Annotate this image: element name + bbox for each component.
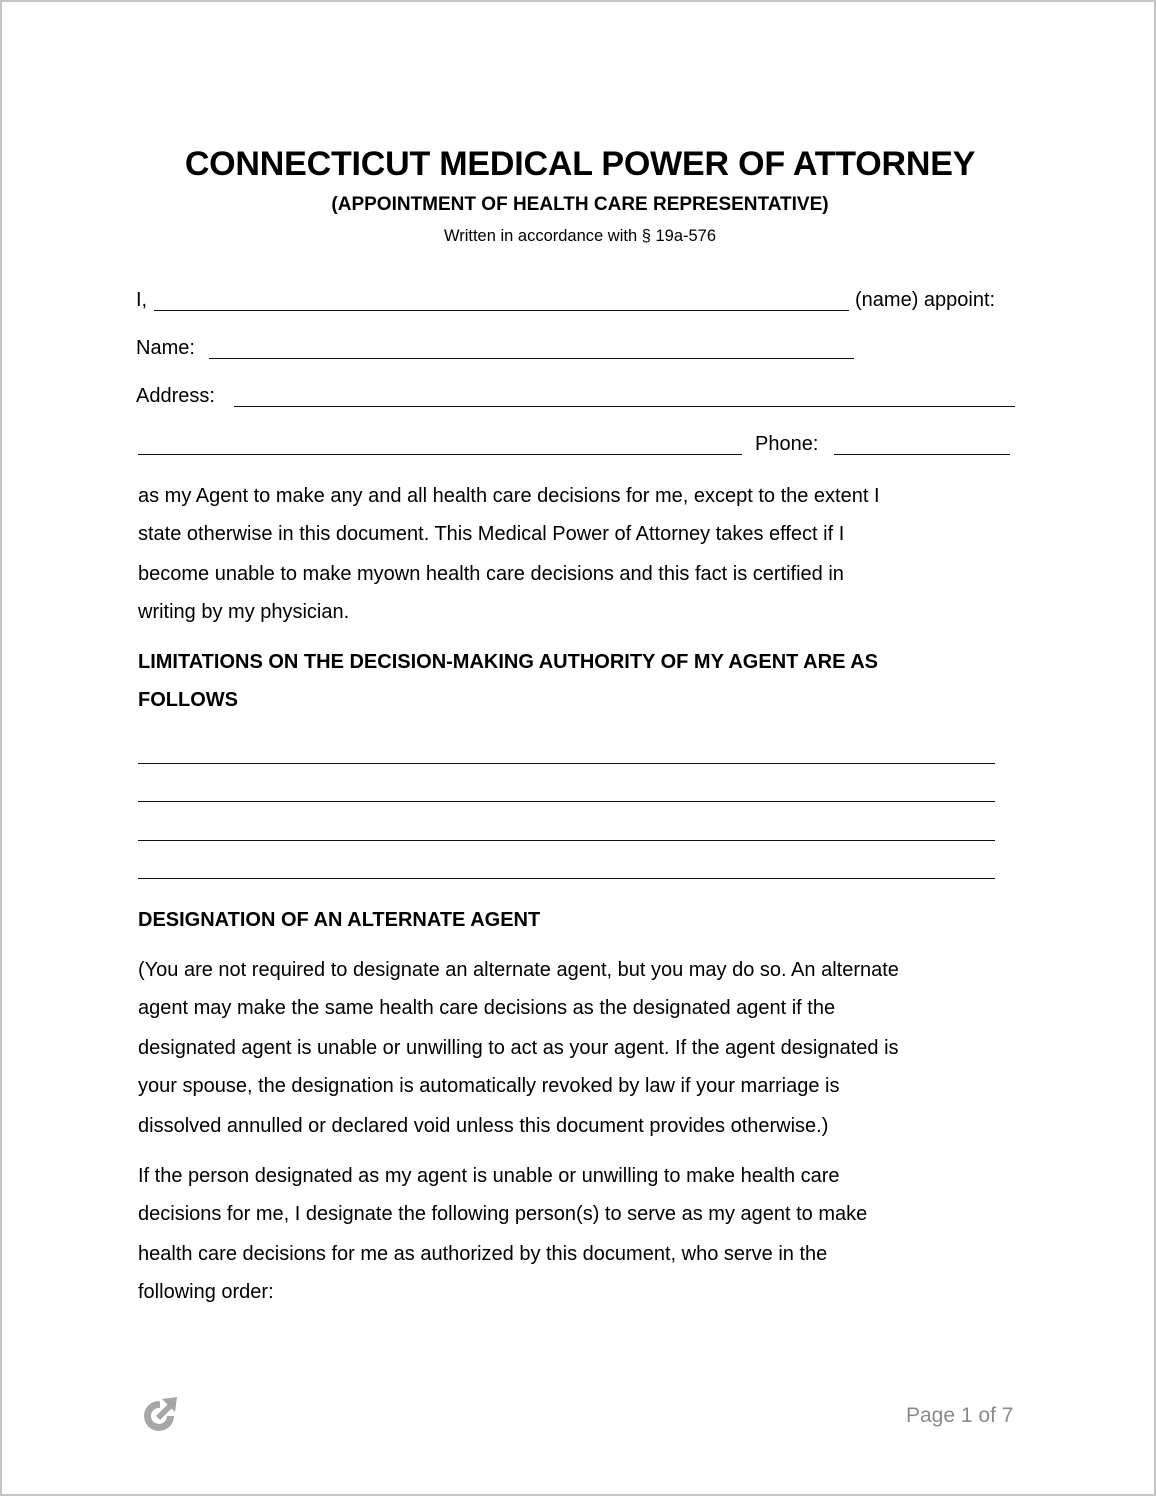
- designation-line: health care decisions for me as authorized by this document, who serve in the: [138, 1243, 828, 1265]
- principal-name-field[interactable]: [154, 289, 849, 311]
- agent-phone-label: Phone:: [755, 433, 819, 455]
- intro-line: as my Agent to make any and all health care decisions for me, except to the extent I: [138, 485, 880, 507]
- limitations-line-1[interactable]: [138, 742, 995, 764]
- limitations-line-3[interactable]: [138, 819, 995, 841]
- share-arrow-icon: [139, 1395, 179, 1435]
- intro-line: become unable to make myown health care decisions and this fact is certified in: [138, 563, 844, 585]
- page-number: Page 1 of 7: [906, 1404, 1014, 1427]
- agent-name-field[interactable]: [209, 337, 854, 359]
- agent-address-line2-field[interactable]: [138, 433, 742, 455]
- intro-line: writing by my physician.: [138, 601, 350, 623]
- note-line: dissolved annulled or declared void unless this document provides otherwise.): [138, 1115, 829, 1137]
- principal-prefix: I,: [136, 289, 148, 311]
- agent-address-label: Address:: [136, 385, 215, 407]
- note-line: designated agent is unable or unwilling to act as your agent. If the agent designated is: [138, 1037, 899, 1059]
- document-subtitle: (APPOINTMENT OF HEALTH CARE REPRESENTATIVE): [331, 194, 829, 215]
- agent-address-field[interactable]: [234, 385, 1015, 407]
- limitations-heading-line: FOLLOWS: [138, 689, 238, 711]
- designation-line: If the person designated as my agent is unable or unwilling to make health care: [138, 1165, 840, 1187]
- limitations-line-4[interactable]: [138, 857, 995, 879]
- note-line: (You are not required to designate an alternate agent, but you may do so. An alternate: [138, 959, 899, 981]
- document-title: CONNECTICUT MEDICAL POWER OF ATTORNEY: [184, 145, 976, 183]
- designation-line: following order:: [138, 1281, 274, 1303]
- statute-reference: Written in accordance with § 19a-576: [443, 227, 717, 245]
- agent-phone-field[interactable]: [834, 433, 1010, 455]
- designation-line: decisions for me, I designate the following person(s) to serve as my agent to make: [138, 1203, 868, 1225]
- intro-line: state otherwise in this document. This Medical Power of Attorney takes effect if I: [138, 523, 845, 545]
- principal-suffix: (name) appoint:: [855, 289, 996, 311]
- agent-name-label: Name:: [136, 337, 195, 359]
- alternate-agent-heading: DESIGNATION OF AN ALTERNATE AGENT: [138, 909, 541, 931]
- note-line: agent may make the same health care decisions as the designated agent if the: [138, 997, 836, 1019]
- note-line: your spouse, the designation is automatically revoked by law if your marriage is: [138, 1075, 840, 1097]
- limitations-heading-line: LIMITATIONS ON THE DECISION-MAKING AUTHORITY OF MY AGENT ARE AS: [138, 651, 878, 673]
- limitations-line-2[interactable]: [138, 780, 995, 802]
